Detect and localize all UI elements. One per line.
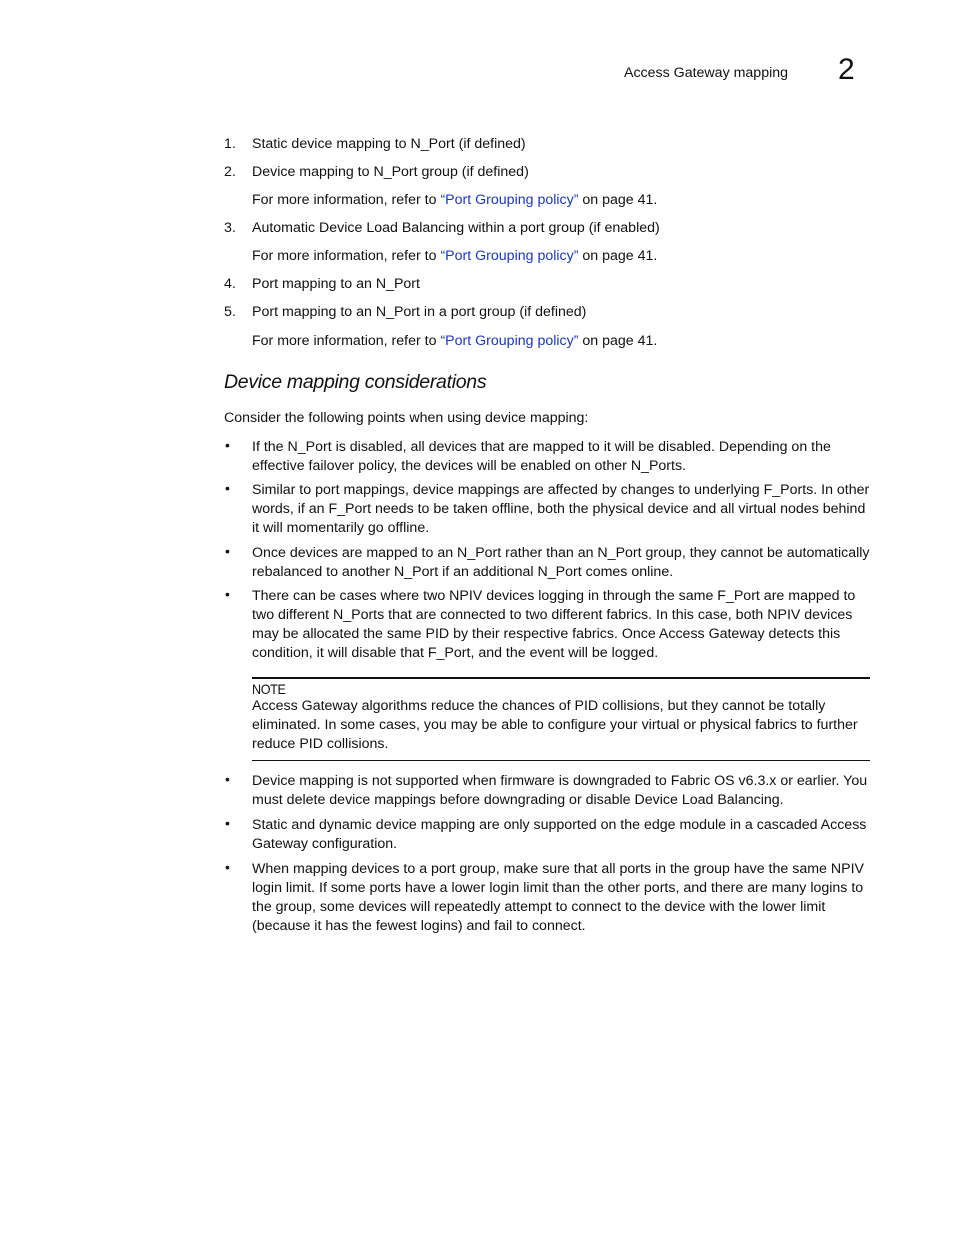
bullet-icon: •	[225, 771, 230, 787]
cross-reference-link[interactable]: “Port Grouping policy”	[440, 248, 579, 264]
note-text: Access Gateway algorithms reduce the chances of PID collisions, but they cannot be totally eliminated. In some cases, you may be able to configure your virtual or physical fabrics to further reduce PID collisions.	[252, 698, 858, 752]
list-item-number: 2.	[224, 164, 236, 180]
bullet-item: If the N_Port is disabled, all devices that are mapped to it will be disabled. Depending on the effective failover policy, the devices will be enabled on other N_Ports.	[252, 439, 831, 474]
list-item-number: 5.	[224, 304, 236, 320]
cross-reference-link[interactable]: “Port Grouping policy”	[440, 333, 579, 349]
cross-reference	[252, 191, 657, 210]
cross-reference	[252, 332, 657, 351]
cross-reference-suffix: on page 41.	[578, 192, 658, 208]
note-bottom-rule	[252, 760, 870, 761]
list-item-text: Static device mapping to N_Port (if defined)	[252, 136, 526, 152]
chapter-number: 2	[838, 53, 855, 86]
bullet-item: Once devices are mapped to an N_Port rather than an N_Port group, they cannot be automatically rebalanced to another N_Port if an additional N_Port comes online.	[252, 545, 870, 580]
bullet-item: Similar to port mappings, device mappings are affected by changes to underlying F_Ports. In other words, if an F_Port needs to be taken offline, both the physical device and all virtual nodes behind it will momentarily go offline.	[252, 482, 870, 536]
bullet-item: When mapping devices to a port group, make sure that all ports in the group have the same NPIV login limit. If some ports have a lower login limit than the other ports, and there are many logins to the group, some devices will repeatedly attempt to connect to the device with the lower limit (because it has the fewest logins) and fail to connect.	[252, 861, 864, 934]
cross-reference-suffix: on page 41.	[578, 333, 658, 349]
cross-reference-suffix: on page 41.	[578, 248, 658, 264]
running-header-title: Access Gateway mapping	[624, 65, 789, 81]
bullet-item: Device mapping is not supported when firmware is downgraded to Fabric OS v6.3.x or earlier. You must delete device mappings before downgrading or disable Device Load Balancing.	[252, 773, 868, 808]
list-item-number: 3.	[224, 220, 236, 236]
list-item-text: Port mapping to an N_Port in a port group (if defined)	[252, 304, 587, 320]
list-item-text: Automatic Device Load Balancing within a port group (if enabled)	[252, 220, 660, 236]
bullet-item: There can be cases where two NPIV devices logging in through the same F_Port are mapped to two different N_Ports that are connected to two different fabrics. In this case, both NPIV devices may be allocated the same PID by their respective fabrics. Once Access Gateway detects this condition, it will disable that F_Port, and the event will be logged.	[252, 588, 856, 661]
cross-reference-prefix: For more information, refer to	[252, 192, 441, 208]
list-item-number: 4.	[224, 276, 236, 292]
cross-reference-link[interactable]: “Port Grouping policy”	[440, 192, 579, 208]
cross-reference	[252, 247, 657, 266]
note-label: NOTE	[252, 681, 286, 697]
list-item-text: Device mapping to N_Port group (if defined)	[252, 164, 529, 180]
bullet-icon: •	[225, 437, 230, 453]
cross-reference-prefix: For more information, refer to	[252, 248, 441, 264]
bullet-icon: •	[225, 480, 230, 496]
bullet-icon: •	[225, 815, 230, 831]
bullet-item: Static and dynamic device mapping are only supported on the edge module in a cascaded Access Gateway configuration.	[252, 817, 867, 852]
section-intro: Consider the following points when using device mapping:	[224, 410, 589, 426]
bullet-icon: •	[225, 859, 230, 875]
cross-reference-prefix: For more information, refer to	[252, 333, 441, 349]
list-item-number: 1.	[224, 136, 236, 152]
section-heading: Device mapping considerations	[224, 371, 487, 393]
note-top-rule	[252, 677, 870, 679]
bullet-icon: •	[225, 543, 230, 559]
bullet-icon: •	[225, 586, 230, 602]
list-item-text: Port mapping to an N_Port	[252, 276, 420, 292]
